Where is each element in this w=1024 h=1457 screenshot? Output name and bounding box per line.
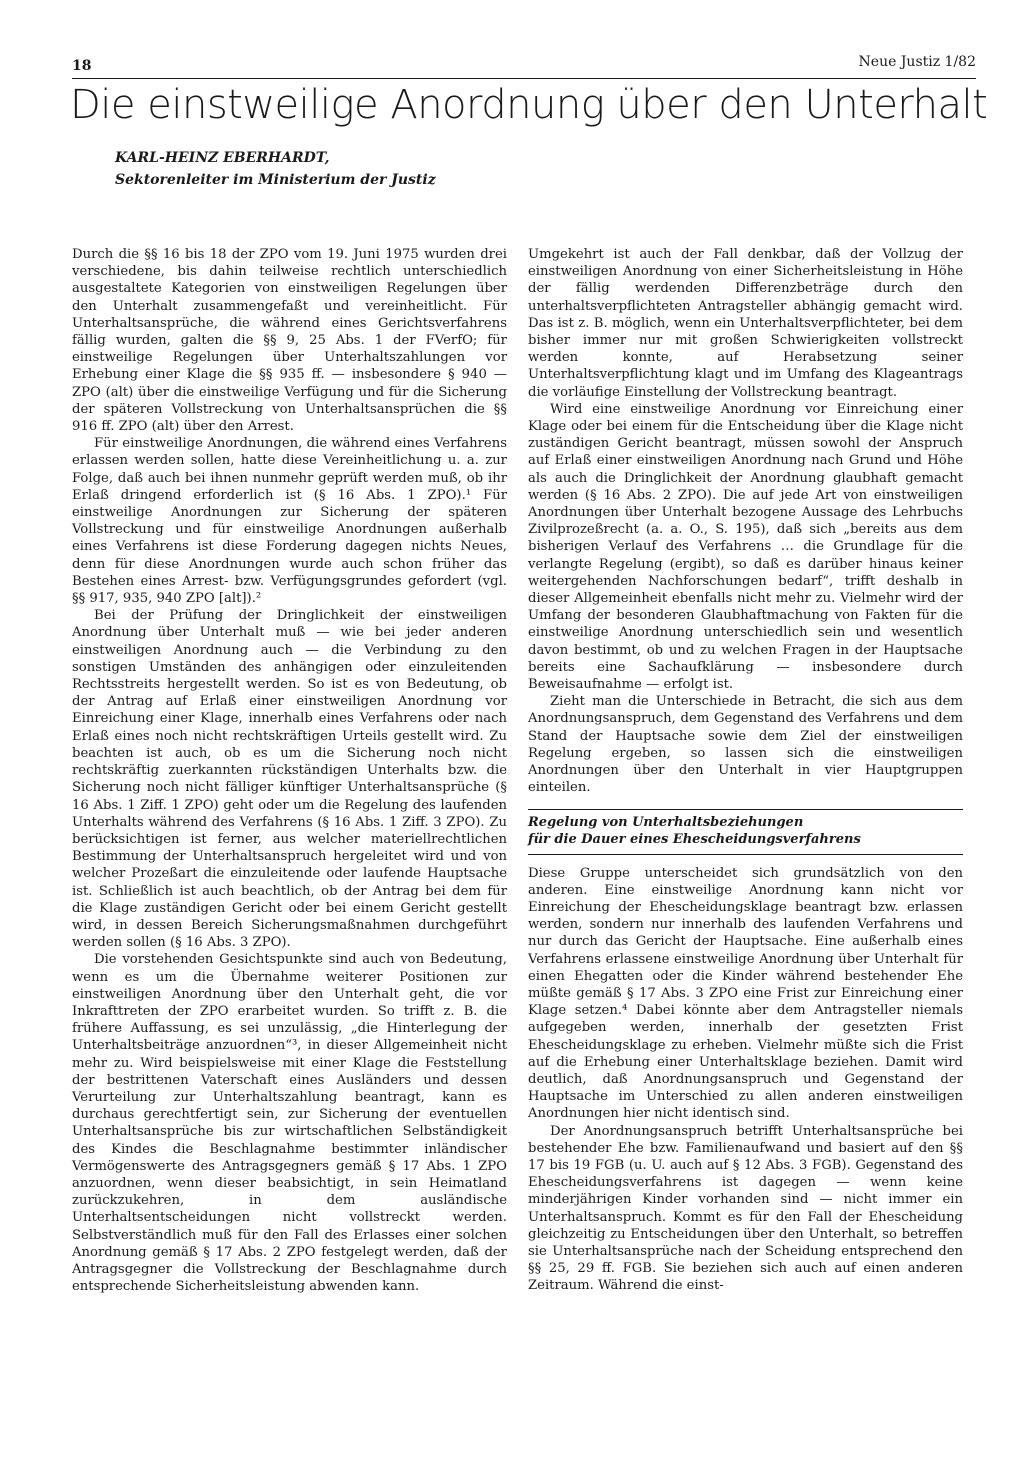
left-column: [72, 246, 507, 1295]
author-name: KARL-HEINZ EBERHARDT,: [115, 150, 330, 166]
section-heading: [528, 814, 963, 848]
paragraph: Durch die §§ 16 bis 18 der ZPO vom 19. Juni 1975 wurden drei verschiedene, bis dahin teilweise rechtlich unterschiedlich ausgestaltete Kategorien von einstweiligen Regelungen über den Unterhalt zusammengefaßt und vereinheitlicht. Für Unterhaltsansprüche, die während eines Gerichtsverfahrens fällig wurden, galten die §§ 9, 25 Abs. 1 der FVerfO; für einstweilige Regelungen über Unterhaltszahlungen vor Erhebung einer Klage die §§ 935 ff. — insbesondere § 940 — ZPO (alt) über die einstweilige Verfügung und für die Sicherung der späteren Vollstreckung von Unterhaltsansprüchen die §§ 916 ff. ZPO (alt) über den Arrest.: [72, 247, 507, 435]
section-heading-line: Regelung von Unterhaltsbeziehungen: [528, 814, 804, 830]
article-title: Die einstweilige Anordnung über den Unterhalt: [70, 82, 988, 128]
paragraph: Wird eine einstweilige Anordnung vor Einreichung einer Klage oder bei einem für die Entscheidung über die Klage nicht zuständigen Gericht beantragt, müssen sowohl der Anspruch auf Erlaß einer einstweiligen Anordnung nach Grund und Höhe als auch die Dringlichkeit der Anordnung glaubhaft gemacht werden (§ 16 Abs. 2 ZPO). Die auf jede Art von einstweiligen Anordnungen über Unterhalt bezogene Aussage des Lehrbuchs Zivilprozeßrecht (a. a. O., S. 195), daß sich „bereits aus dem bisherigen Verlauf des Verfahrens … die Grundlage für die verlangte Regelung (ergibt), so daß es darüber hinaus keiner weitergehenden Nachforschungen bedarf“, trifft deshalb in dieser Allgemeinheit ebenfalls nicht mehr zu. Vielmehr wird der Umfang der besonderen Glaubhaftmachung von Fakten für die einstweilige Anordnung unterschiedlich sein und wesentlich davon bestimmt, ob und zu welchen Fragen in der Hauptsache bereits eine Sachaufklärung — insbesondere durch Beweisaufnahme — erfolgt ist.: [528, 401, 963, 693]
section-rule: [528, 809, 963, 810]
paragraph: Diese Gruppe unterscheidet sich grundsätzlich von den anderen. Eine einstweilige Anordnung kann nicht vor Einreichung der Ehescheidungsklage beantragt bzw. erlassen werden, sondern nur innerhalb des laufenden Verfahrens und nur durch das Gericht der Hauptsache. Eine außerhalb eines Verfahrens erlassene einstweilige Anordnung über Unterhalt für einen Ehegatten oder die Kinder während bestehender Ehe müßte gemäß § 17 Abs. 3 ZPO eine Frist zur Einreichung einer Klage setzen.⁴ Dabei könnte aber dem Antragsteller niemals aufgegeben werden, innerhalb der gesetzten Frist Ehescheidungsklage zu erheben. Vielmehr müßte sich die Frist auf die Erhebung einer Unterhaltsklage beziehen. Damit wird deutlich, daß Anordnungsanspruch und Gegenstand der Hauptsache im Unterschied zu allen anderen einstweiligen Anordnungen hier nicht identisch sind.: [528, 865, 963, 1122]
right-column: [528, 246, 963, 1295]
page-number: 18: [72, 58, 92, 74]
section-heading-line: für die Dauer eines Ehescheidungsverfahrens: [528, 831, 861, 847]
header-rule: [72, 78, 976, 79]
journal-reference: Neue Justiz 1/82: [858, 54, 976, 70]
paragraph: Der Anordnungsanspruch betrifft Unterhaltsansprüche bei bestehender Ehe bzw. Familienaufwand und basiert auf den §§ 17 bis 19 FGB (u. U. auch auf § 12 Abs. 3 FGB). Gegenstand des Ehescheidungsverfahrens ist dagegen — wenn keine minderjährigen Kinder vorhanden sind — nicht immer ein Unterhaltsanspruch. Kommt es für den Fall der Ehescheidung gleichzeitig zu Entscheidungen über den Unterhalt, so betreffen sie Unterhaltsansprüche nach der Scheidung entsprechend den §§ 25, 29 ff. FGB. Sie beziehen sich auch auf einen anderen Zeitraum. Während die einst-: [528, 1123, 963, 1294]
paragraph: Für einstweilige Anordnungen, die während eines Verfahrens erlassen werden sollen, hatte diese Vereinheitlichung u. a. zur Folge, daß auch bei ihnen nunmehr geprüft werden muß, ob ihr Erlaß dringend erforderlich ist (§ 16 Abs. 1 ZPO).¹ Für einstweilige Anordnungen zur Sicherung der späteren Vollstreckung und für einstweilige Anordnungen außerhalb eines Verfahrens ist diese Forderung dagegen nichts Neues, denn für diese Anordnungen wurde auch schon früher das Bestehen eines Arrest- bzw. Verfügungsgrundes gefordert (vgl. §§ 917, 935, 940 ZPO [alt]).²: [72, 436, 507, 607]
paragraph: Umgekehrt ist auch der Fall denkbar, daß der Vollzug der einstweiligen Anordnung von einer Sicherheitsleistung in Höhe der fällig werdenden Differenzbeträge durch den unterhaltsverpflichteten Antragsteller abhängig gemacht wird. Das ist z. B. möglich, wenn ein Unterhaltsverpflichteter, bei dem bisher immer nur mit großen Schwierigkeiten vollstreckt werden konnte, auf Herabsetzung seiner Unterhaltsverpflichtung klagt und im Umfang des Klageantrags die vorläufige Einstellung der Vollstreckung beantragt.: [528, 247, 963, 400]
paragraph: Bei der Prüfung der Dringlichkeit der einstweiligen Anordnung über Unterhalt muß — wie bei jeder anderen einstweiligen Anordnung auch — die Verbindung zu den sonstigen Umständen des anhängigen oder einzuleitenden Rechtsstreits hergestellt werden. So ist es von Bedeutung, ob der Antrag auf Erlaß einer einstweiligen Anordnung vor Einreichung einer Klage, innerhalb eines Verfahrens oder nach Erlaß eines noch nicht rechtskräftigen Urteils gestellt wird. Zu beachten ist auch, ob es um die Sicherung noch nicht rechtskräftig zuerkannten rückständigen Unterhalts bzw. die Sicherung noch nicht fälliger künftiger Unterhaltsansprüche (§ 16 Abs. 1 Ziff. 1 ZPO) geht oder um die Regelung des laufenden Unterhalts während des Verfahrens (§ 16 Abs. 1 Ziff. 3 ZPO). Zu berücksichtigen ist ferner, aus welcher materiellrechtlichen Bestimmung der Unterhaltsanspruch hergeleitet wird und von welcher Prozeßart die einzuleitende oder laufende Hauptsache ist. Schließlich ist auch beachtlich, ob der Antrag bei dem für die Klage zuständigen Gericht oder bei einem Gericht gestellt wird, in dessen Bereich Sicherungsmaßnahmen durchgeführt werden sollen (§ 16 Abs. 3 ZPO).: [72, 608, 507, 951]
author-role: Sektorenleiter im Ministerium der Justiz: [115, 172, 436, 188]
section-heading-rule: [528, 854, 963, 855]
paragraph: Zieht man die Unterschiede in Betracht, die sich aus dem Anordnungsanspruch, dem Gegenstand des Verfahrens und dem Stand der Hauptsache sowie dem Ziel der einstweiligen Regelung ergeben, so lassen sich die einstweiligen Anordnungen über den Unterhalt in vier Hauptgruppen einteilen.: [528, 694, 963, 796]
paragraph: Die vorstehenden Gesichtspunkte sind auch von Bedeutung, wenn es um die Übernahme weiterer Positionen zur einstweiligen Anordnung über den Unterhalt geht, die vor Inkrafttreten der ZPO erarbeitet wurden. So trifft z. B. die frühere Auffassung, es sei unzulässig, „die Hinterlegung der Unterhaltsbeiträge anzuordnen“³, in dieser Allgemeinheit nicht mehr zu. Wird beispielsweise mit einer Klage die Feststellung der bestrittenen Vaterschaft eines Ausländers und dessen Verurteilung zur Unterhaltszahlung beantragt, kann es durchaus gerechtfertigt sein, zur Sicherung der eventuellen Unterhaltsansprüche bis zur wirtschaftlichen Selbständigkeit des Kindes die Beschlagnahme bestimmter inländischer Vermögenswerte des Antragsgegners gemäß § 17 Abs. 1 ZPO anzuordnen, wenn dieser beabsichtigt, in sein Heimatland zurückzukehren, in dem ausländische Unterhaltsentscheidungen nicht vollstreckt werden. Selbstverständlich muß für den Fall des Erlasses einer solchen Anordnung gemäß § 17 Abs. 2 ZPO festgelegt werden, daß der Antragsgegner die Vollstreckung der Beschlagnahme durch entsprechende Sicherheitsleistung abwenden kann.: [72, 952, 507, 1295]
